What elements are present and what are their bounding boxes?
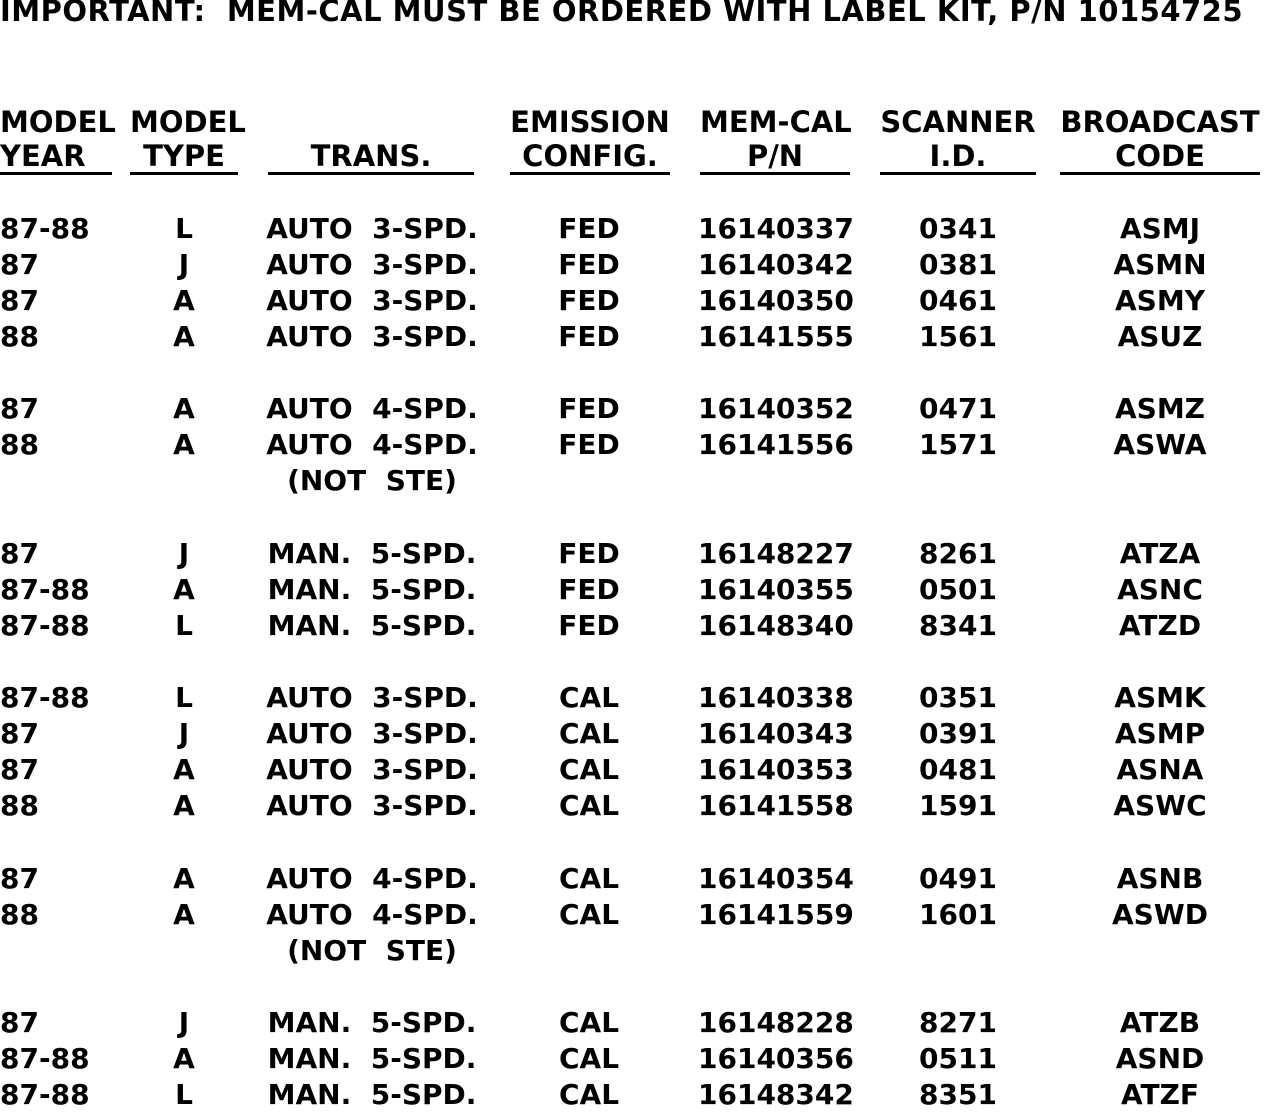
header-model-year-line2: YEAR (0, 140, 112, 175)
model-year-cell: 87 (0, 392, 39, 425)
header-emission-config-line2: CONFIG. (510, 140, 670, 175)
model-type-cell: A (173, 320, 195, 353)
broadcast-code-cell: ASMP (1114, 717, 1206, 750)
memcal-pn-cell: 16148340 (698, 609, 854, 642)
header-scanner-id-line2: I.D. (880, 140, 1036, 175)
model-type-cell: L (175, 212, 193, 245)
broadcast-code-cell: ASND (1115, 1042, 1205, 1075)
broadcast-code-cell: ASNA (1116, 753, 1204, 786)
memcal-pn-cell: 16141556 (698, 428, 854, 461)
memcal-pn-cell: 16140354 (698, 862, 854, 895)
broadcast-code-cell: ASMK (1114, 681, 1206, 714)
trans-cell: AUTO 3-SPD. (266, 789, 478, 822)
header-broadcast-code (1060, 104, 1260, 175)
scanner-id-cell: 1591 (919, 789, 997, 822)
trans-cell: AUTO 3-SPD. (266, 717, 478, 750)
header-trans-line1 (268, 104, 474, 140)
emission-config-cell: CAL (558, 789, 620, 822)
broadcast-code-cell: ASNB (1116, 862, 1204, 895)
scanner-id-cell: 0511 (919, 1042, 997, 1075)
header-broadcast-code-line1: BROADCAST (1060, 105, 1260, 139)
scanner-id-cell: 0381 (919, 248, 997, 281)
trans-cell: AUTO 3-SPD. (266, 284, 478, 317)
model-year-cell: 87 (0, 862, 39, 895)
broadcast-code-cell: ASMY (1115, 284, 1205, 317)
emission-config-cell: CAL (558, 1006, 620, 1039)
trans-cell: AUTO 4-SPD. (266, 392, 478, 425)
header-model-type-line1: MODEL (130, 105, 246, 139)
scanner-id-cell: 0351 (919, 681, 997, 714)
header-model-type (130, 104, 246, 175)
broadcast-code-cell: ASMN (1113, 248, 1207, 281)
emission-config-cell: FED (558, 284, 620, 317)
broadcast-code-cell: ASNC (1117, 573, 1203, 606)
emission-config-cell: CAL (558, 898, 620, 931)
model-type-cell: L (175, 1078, 193, 1111)
trans-cell: AUTO 3-SPD. (266, 248, 478, 281)
emission-config-cell: FED (558, 573, 620, 606)
model-type-cell: A (173, 753, 195, 786)
memcal-pn-cell: 16140343 (698, 717, 854, 750)
trans-cell: AUTO 3-SPD. (266, 681, 478, 714)
broadcast-code-cell: ATZD (1118, 609, 1202, 642)
emission-config-cell: FED (558, 320, 620, 353)
memcal-pn-cell: 16148227 (698, 537, 854, 570)
scanner-id-cell: 0391 (919, 717, 997, 750)
header-model-type-line2: TYPE (130, 140, 238, 175)
broadcast-code-cell: ASWC (1113, 789, 1207, 822)
header-memcal-pn-line1: MEM-CAL (700, 105, 852, 139)
model-type-cell: A (173, 284, 195, 317)
emission-config-cell: FED (558, 392, 620, 425)
broadcast-code-cell: ATZB (1119, 1006, 1201, 1039)
memcal-pn-cell: 16148228 (698, 1006, 854, 1039)
header-memcal-pn-line2: P/N (700, 140, 850, 175)
emission-config-cell: CAL (558, 753, 620, 786)
trans-cell: MAN. 5-SPD. (267, 1078, 477, 1111)
memcal-pn-cell: 16141555 (698, 320, 854, 353)
trans-cell: MAN. 5-SPD. (267, 1006, 477, 1039)
emission-config-cell: FED (558, 248, 620, 281)
memcal-pn-cell: 16148342 (698, 1078, 854, 1111)
broadcast-code-cell: ASWA (1113, 428, 1207, 461)
scanner-id-cell: 1561 (919, 320, 997, 353)
memcal-pn-cell: 16140356 (698, 1042, 854, 1075)
header-emission-config (510, 104, 670, 175)
broadcast-code-cell: ASMJ (1119, 212, 1201, 245)
model-year-cell: 87-88 (0, 1078, 90, 1111)
emission-config-cell: CAL (558, 717, 620, 750)
header-trans-line2: TRANS. (268, 140, 474, 175)
trans-cell: AUTO 3-SPD. (266, 320, 478, 353)
scanner-id-cell: 8261 (919, 537, 997, 570)
emission-config-cell: CAL (558, 862, 620, 895)
scanner-id-cell: 0461 (919, 284, 997, 317)
emission-config-cell: CAL (558, 1078, 620, 1111)
model-year-cell: 87 (0, 284, 39, 317)
memcal-pn-cell: 16140337 (698, 212, 854, 245)
model-year-cell: 87 (0, 753, 39, 786)
header-trans (268, 104, 474, 175)
scanner-id-cell: 0471 (919, 392, 997, 425)
trans-cell: MAN. 5-SPD. (267, 1042, 477, 1075)
trans-cell: MAN. 5-SPD. (267, 609, 477, 642)
model-type-cell: A (173, 392, 195, 425)
trans-cell: AUTO 3-SPD. (266, 212, 478, 245)
header-model-year-line1: MODEL (0, 105, 116, 139)
model-year-cell: 87-88 (0, 681, 90, 714)
model-year-cell: 87-88 (0, 609, 90, 642)
model-year-cell: 87-88 (0, 573, 90, 606)
header-memcal-pn (700, 104, 850, 175)
broadcast-code-cell: ASMZ (1114, 392, 1205, 425)
trans-cell: AUTO 4-SPD. (266, 898, 478, 931)
memcal-pn-cell: 16140355 (698, 573, 854, 606)
scanner-id-cell: 8271 (919, 1006, 997, 1039)
scanner-id-cell: 0491 (919, 862, 997, 895)
broadcast-code-cell: ASWD (1112, 898, 1208, 931)
model-type-cell: A (173, 789, 195, 822)
broadcast-code-cell: ATZF (1120, 1078, 1200, 1111)
model-type-cell: J (178, 248, 190, 281)
scanner-id-cell: 1571 (919, 428, 997, 461)
emission-config-cell: CAL (558, 681, 620, 714)
header-emission-config-line1: EMISSION (510, 105, 670, 139)
model-year-cell: 87 (0, 717, 39, 750)
scanner-id-cell: 0501 (919, 573, 997, 606)
model-year-cell: 87 (0, 537, 39, 570)
scanner-id-cell: 8341 (919, 609, 997, 642)
model-year-cell: 87-88 (0, 212, 90, 245)
model-type-cell: A (173, 573, 195, 606)
emission-config-cell: FED (558, 609, 620, 642)
header-scanner-id (880, 104, 1036, 175)
memcal-pn-cell: 16141559 (698, 898, 854, 931)
header-model-year (0, 104, 116, 175)
emission-config-cell: FED (558, 212, 620, 245)
model-year-cell: 87 (0, 1006, 39, 1039)
important-note: IMPORTANT: MEM-CAL MUST BE ORDERED WITH LABEL KIT, P/N 10154725 (0, 0, 1244, 28)
broadcast-code-cell: ATZA (1119, 537, 1201, 570)
model-year-cell: 87 (0, 248, 39, 281)
model-type-cell: A (173, 898, 195, 931)
model-type-cell: J (178, 1006, 190, 1039)
header-scanner-id-line1: SCANNER (880, 105, 1036, 139)
model-year-cell: 88 (0, 428, 39, 461)
model-type-cell: J (178, 537, 190, 570)
model-year-cell: 87-88 (0, 1042, 90, 1075)
trans-cell: AUTO 4-SPD. (266, 428, 478, 461)
trans-note-cell: (NOT STE) (287, 464, 457, 497)
model-type-cell: L (175, 681, 193, 714)
emission-config-cell: CAL (558, 1042, 620, 1075)
memcal-pn-cell: 16140342 (698, 248, 854, 281)
trans-note-cell: (NOT STE) (287, 934, 457, 967)
model-year-cell: 88 (0, 898, 39, 931)
model-year-cell: 88 (0, 789, 39, 822)
model-type-cell: J (178, 717, 190, 750)
trans-cell: AUTO 4-SPD. (266, 862, 478, 895)
memcal-pn-cell: 16140338 (698, 681, 854, 714)
trans-cell: AUTO 3-SPD. (266, 753, 478, 786)
model-year-cell: 88 (0, 320, 39, 353)
broadcast-code-cell: ASUZ (1117, 320, 1203, 353)
header-broadcast-code-line2: CODE (1060, 140, 1260, 175)
memcal-pn-cell: 16140352 (698, 392, 854, 425)
scanner-id-cell: 8351 (919, 1078, 997, 1111)
model-type-cell: A (173, 1042, 195, 1075)
memcal-pn-cell: 16140350 (698, 284, 854, 317)
model-type-cell: L (175, 609, 193, 642)
model-type-cell: A (173, 862, 195, 895)
trans-cell: MAN. 5-SPD. (267, 537, 477, 570)
scanner-id-cell: 0481 (919, 753, 997, 786)
memcal-pn-cell: 16140353 (698, 753, 854, 786)
emission-config-cell: FED (558, 537, 620, 570)
memcal-pn-cell: 16141558 (698, 789, 854, 822)
scanner-id-cell: 0341 (919, 212, 997, 245)
trans-cell: MAN. 5-SPD. (267, 573, 477, 606)
model-type-cell: A (173, 428, 195, 461)
scanner-id-cell: 1601 (919, 898, 997, 931)
emission-config-cell: FED (558, 428, 620, 461)
